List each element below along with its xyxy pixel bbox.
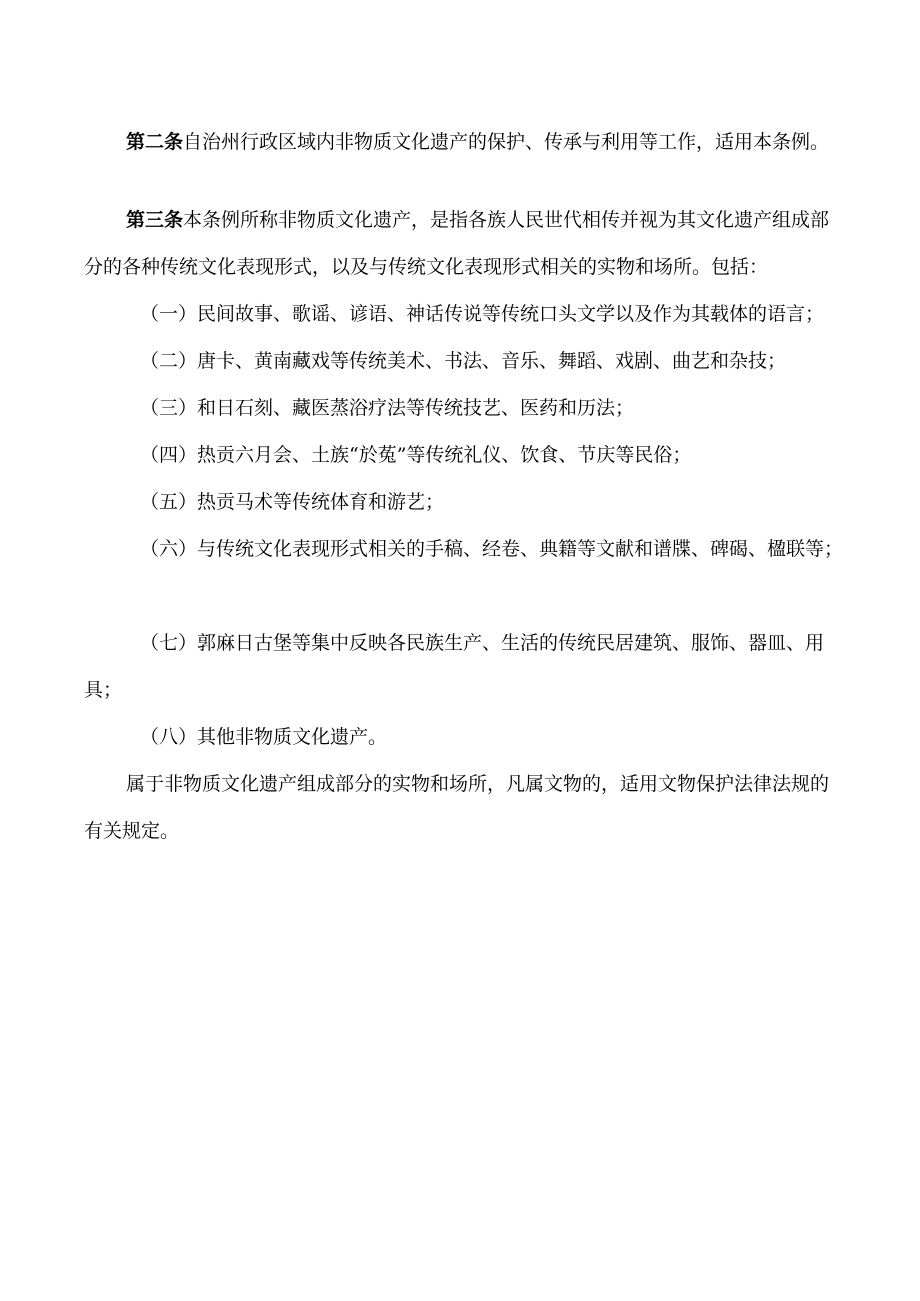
article-3-item: （四）热贡六月会、土族“於菟”等传统礼仪、饮食、节庆等民俗；: [140, 444, 692, 466]
article-2-title: 第二条: [126, 131, 184, 153]
article-3-item: （七）郭麻日古堡等集中反映各民族生产、生活的传统民居建筑、服饰、器皿、用具；: [84, 632, 825, 701]
article-2-text: 自治州行政区域内非物质文化遗产的保护、传承与利用等工作，适用本条例。: [183, 131, 830, 153]
article-3-title: 第三条: [126, 209, 184, 231]
article-3-item: （八）其他非物质文化遗产。: [140, 726, 388, 748]
article-3-item: （六）与传统文化表现形式相关的手稿、经卷、典籍等文献和谱牒、碑碣、楹联等；: [140, 538, 844, 560]
article-3-text: 本条例所称非物质文化遗产，是指各族人民世代相传并视为其文化遗产组成部分的各种传统文化表现形式，以及与传统文化表现形式相关的实物和场所。包括：: [84, 209, 830, 278]
article-3-item: （五）热贡马术等传统体育和游艺；: [140, 491, 445, 513]
article-3-item: （三）和日石刻、藏医蒸浴疗法等传统技艺、医药和历法；: [140, 397, 635, 419]
article-3-item: （二）唐卡、黄南藏戏等传统美术、书法、音乐、舞蹈、戏剧、曲艺和杂技；: [140, 350, 787, 372]
article-3-item: （一）民间故事、歌谣、谚语、神话传说等传统口头文学以及作为其载体的语言；: [140, 303, 825, 325]
article-3-closing: 属于非物质文化遗产组成部分的实物和场所，凡属文物的，适用文物保护法律法规的有关规定。: [84, 773, 830, 842]
article-3: [84, 197, 846, 291]
article-2: [84, 119, 846, 166]
